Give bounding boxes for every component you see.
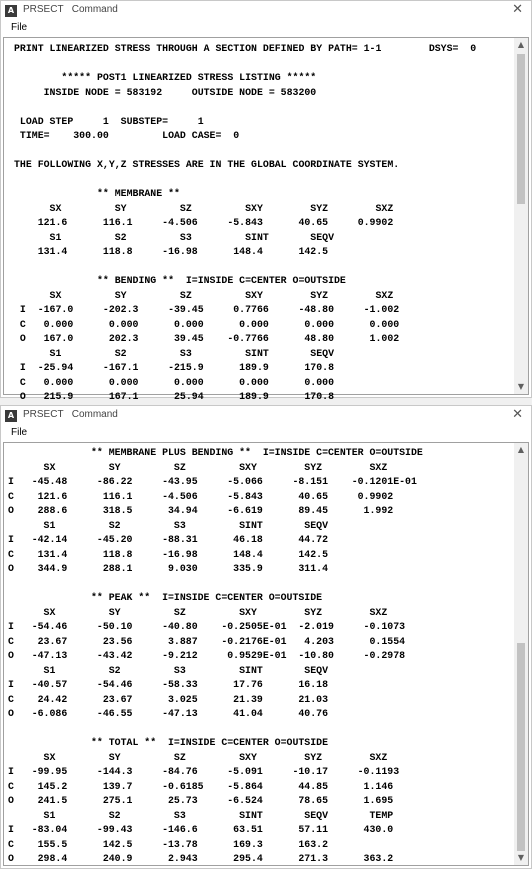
app-icon: A	[5, 5, 17, 17]
output-line	[8, 722, 423, 737]
output-line: C 23.67 23.56 3.887 -0.2176E-01 4.203 0.1554	[8, 635, 406, 647]
output-line: I -45.48 -86.22 -43.95 -5.066 -8.151 -0.1201E-01	[8, 476, 417, 487]
output-line	[14, 57, 476, 72]
output-line: SX SY SZ SXY SYZ SXZ	[8, 606, 388, 618]
output-line: ** BENDING ** I=INSIDE C=CENTER O=OUTSIDE	[14, 275, 346, 286]
output-line: SX SY SZ SXY SYZ SXZ	[14, 202, 394, 214]
output-line: I -42.14 -45.20 -88.31 46.18 44.72	[8, 534, 329, 545]
output-line	[8, 577, 423, 592]
output-line: C 0.000 0.000 0.000 0.000 0.000	[14, 376, 335, 388]
output-line: I -40.57 -54.46 -58.33 17.76 16.18	[8, 679, 329, 690]
output-line: I -167.0 -202.3 -39.45 0.7766 -48.80 -1.002	[14, 304, 400, 315]
scroll-down-icon[interactable]: ▼	[517, 382, 525, 391]
output-line: O 344.9 288.1 9.030 335.9 311.4	[8, 563, 329, 574]
output-line: INSIDE NODE = 583192 OUTSIDE NODE = 583200	[14, 86, 317, 98]
output-line: C 145.2 139.7 -0.6185 -5.864 44.85 1.146	[8, 780, 394, 792]
prsect-command-window-bottom	[0, 405, 532, 869]
close-icon[interactable]: ✕	[512, 2, 523, 17]
vertical-scrollbar[interactable]	[514, 443, 528, 865]
output-line: SX SY SZ SXY SYZ SXZ	[8, 751, 388, 763]
output-line	[14, 260, 476, 275]
output-line: 121.6 116.1 -4.506 -5.843 40.65 0.9902	[14, 217, 394, 228]
window-title: PRSECT Command	[23, 4, 118, 15]
output-text	[14, 42, 476, 405]
menu-file[interactable]: File	[11, 427, 28, 438]
window-title: PRSECT Command	[23, 409, 118, 420]
menu-bar	[1, 426, 531, 441]
scroll-up-icon[interactable]: ▲	[517, 445, 525, 454]
output-line: S1 S2 S3 SINT SEQV	[14, 347, 335, 359]
output-line: ***** POST1 LINEARIZED STRESS LISTING *****	[14, 72, 317, 83]
menu-file[interactable]: File	[11, 22, 28, 33]
output-line: C 121.6 116.1 -4.506 -5.843 40.65 0.9902	[8, 490, 394, 502]
output-line: O 167.0 202.3 39.45 -0.7766 48.80 1.002	[14, 333, 400, 344]
output-line: S1 S2 S3 SINT SEQV	[14, 231, 335, 243]
output-line: O 288.6 318.5 34.94 -6.619 89.45 1.992	[8, 505, 394, 516]
output-line: I -25.94 -167.1 -215.9 189.9 170.8	[14, 362, 335, 373]
app-icon: A	[5, 410, 17, 422]
menu-bar	[1, 21, 531, 36]
output-line: 131.4 118.8 -16.98 148.4 142.5	[14, 246, 329, 257]
close-icon[interactable]: ✕	[512, 407, 523, 422]
output-pane[interactable]	[3, 37, 529, 402]
output-line: SX SY SZ SXY SYZ SXZ	[14, 289, 394, 301]
output-line: O -47.13 -43.42 -9.212 0.9529E-01 -10.80 -0.2978	[8, 650, 406, 661]
prsect-command-window-top	[0, 0, 532, 402]
output-text	[8, 446, 423, 867]
output-line: C 24.42 23.67 3.025 21.39 21.03	[8, 693, 329, 705]
output-line: ** MEMBRANE PLUS BENDING ** I=INSIDE C=CENTER O=OUTSIDE	[8, 447, 423, 458]
output-line: SX SY SZ SXY SYZ SXZ	[8, 461, 388, 473]
output-line: I -54.46 -50.10 -40.80 -0.2505E-01 -2.019 -0.1073	[8, 621, 406, 632]
title-bar[interactable]	[1, 406, 531, 426]
scrollbar-thumb[interactable]	[517, 643, 525, 851]
output-line: ** TOTAL ** I=INSIDE C=CENTER O=OUTSIDE	[8, 737, 329, 748]
title-bar[interactable]	[1, 1, 531, 21]
output-line: O 298.4 240.9 2.943 295.4 271.3 363.2	[8, 853, 394, 864]
output-line: ** MEMBRANE **	[14, 188, 180, 199]
output-line: S1 S2 S3 SINT SEQV	[8, 519, 329, 531]
output-line: O 241.5 275.1 25.73 -6.524 78.65 1.695	[8, 795, 394, 806]
output-line: O 215.9 167.1 25.94 189.9 170.8	[14, 391, 335, 402]
output-line: I -83.04 -99.43 -146.6 63.51 57.11 430.0	[8, 824, 394, 835]
scroll-down-icon[interactable]: ▼	[517, 853, 525, 862]
vertical-scrollbar[interactable]	[514, 38, 528, 394]
output-line: S1 S2 S3 SINT SEQV TEMP	[8, 809, 394, 821]
output-line: LOAD STEP 1 SUBSTEP= 1	[14, 115, 204, 127]
output-line: C 155.5 142.5 -13.78 169.3 163.2	[8, 838, 329, 850]
scroll-up-icon[interactable]: ▲	[517, 40, 525, 49]
output-line: I -99.95 -144.3 -84.76 -5.091 -10.17 -0.1193	[8, 766, 400, 777]
output-line: C 131.4 118.8 -16.98 148.4 142.5	[8, 548, 329, 560]
output-line: TIME= 300.00 LOAD CASE= 0	[14, 130, 240, 141]
output-pane[interactable]	[3, 442, 529, 866]
output-line	[14, 100, 476, 115]
output-line: C 0.000 0.000 0.000 0.000 0.000 0.000	[14, 318, 400, 330]
output-line: PRINT LINEARIZED STRESS THROUGH A SECTION DEFINED BY PATH= 1-1 DSYS= 0	[14, 43, 477, 54]
output-line	[14, 144, 476, 159]
output-line: S1 S2 S3 SINT SEQV	[8, 664, 329, 676]
output-line	[14, 173, 476, 188]
output-line: ** PEAK ** I=INSIDE C=CENTER O=OUTSIDE	[8, 592, 323, 603]
output-line: THE FOLLOWING X,Y,Z STRESSES ARE IN THE GLOBAL COORDINATE SYSTEM.	[14, 159, 400, 170]
output-line: O -6.086 -46.55 -47.13 41.04 40.76	[8, 708, 329, 719]
scrollbar-thumb[interactable]	[517, 54, 525, 204]
